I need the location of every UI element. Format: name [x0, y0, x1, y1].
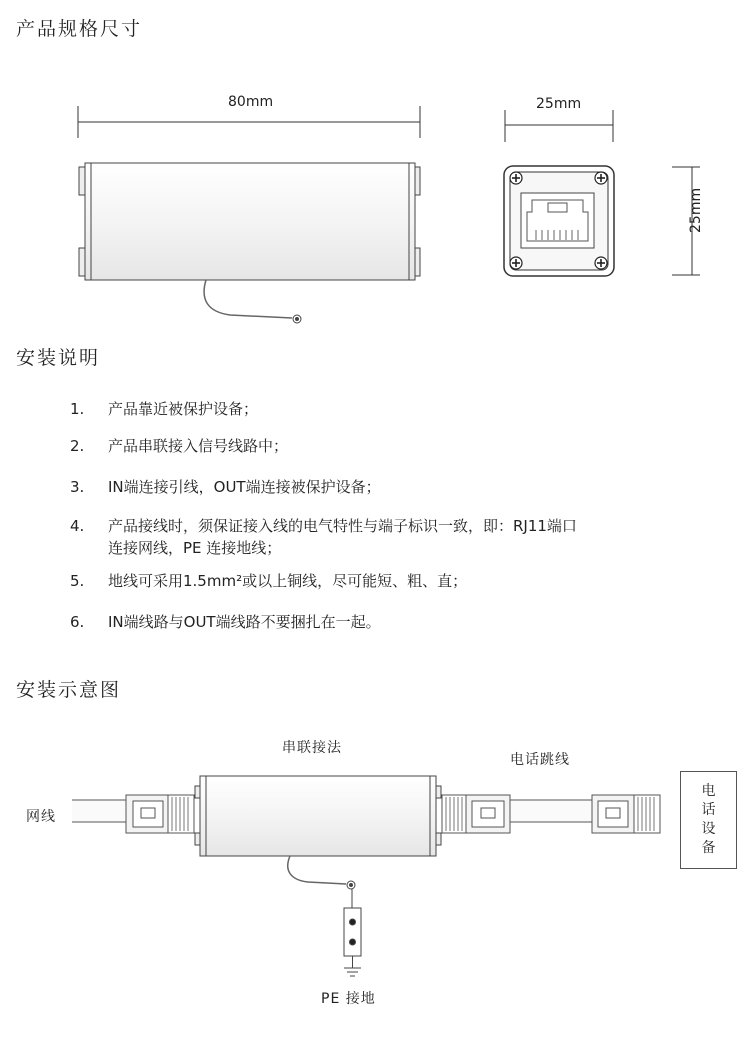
list-item: 6. IN端线路与OUT端线路不要捆扎在一起。 [70, 613, 381, 631]
list-item: 5. 地线可采用1.5mm²或以上铜线，尽可能短、粗、直； [70, 572, 468, 590]
list-item: 1. 产品靠近被保护设备； [70, 400, 259, 418]
length-dimension-label: 80mm [228, 94, 274, 110]
series-connection-label: 串联接法 [282, 740, 342, 756]
spec-section-title: 产品规格尺寸 [16, 18, 143, 40]
height-dimension-label: 25mm [688, 187, 704, 233]
width-dimension-line [505, 110, 613, 142]
length-dimension-line [78, 106, 420, 138]
product-front-view [504, 166, 614, 276]
height-dimension-line [672, 167, 700, 275]
list-item: 2. 产品串联接入信号线路中； [70, 437, 289, 455]
protector-body [195, 776, 441, 889]
network-cable-label: 网线 [26, 809, 56, 825]
ground-label: PE 接地 [321, 991, 376, 1007]
product-side-view [79, 163, 420, 323]
list-item: 4. 产品接线时，须保证接入线的电气特性与端子标识一致，即：RJ11端口 连接网线，PE 连接地线； [70, 517, 577, 557]
install-section-title: 安装说明 [16, 347, 101, 369]
list-item: 3. IN端连接引线，OUT端连接被保护设备； [70, 478, 381, 496]
phone-device-box [680, 771, 737, 869]
phone-cable-label: 电话跳线 [510, 752, 570, 768]
width-dimension-label: 25mm [536, 96, 582, 112]
ground-terminal [344, 889, 361, 976]
diagram-section-title: 安装示意图 [16, 679, 122, 701]
phone-patch-cable [442, 795, 660, 833]
network-cable [72, 795, 194, 833]
phone-device-label: 电 话 设 备 [701, 783, 716, 856]
